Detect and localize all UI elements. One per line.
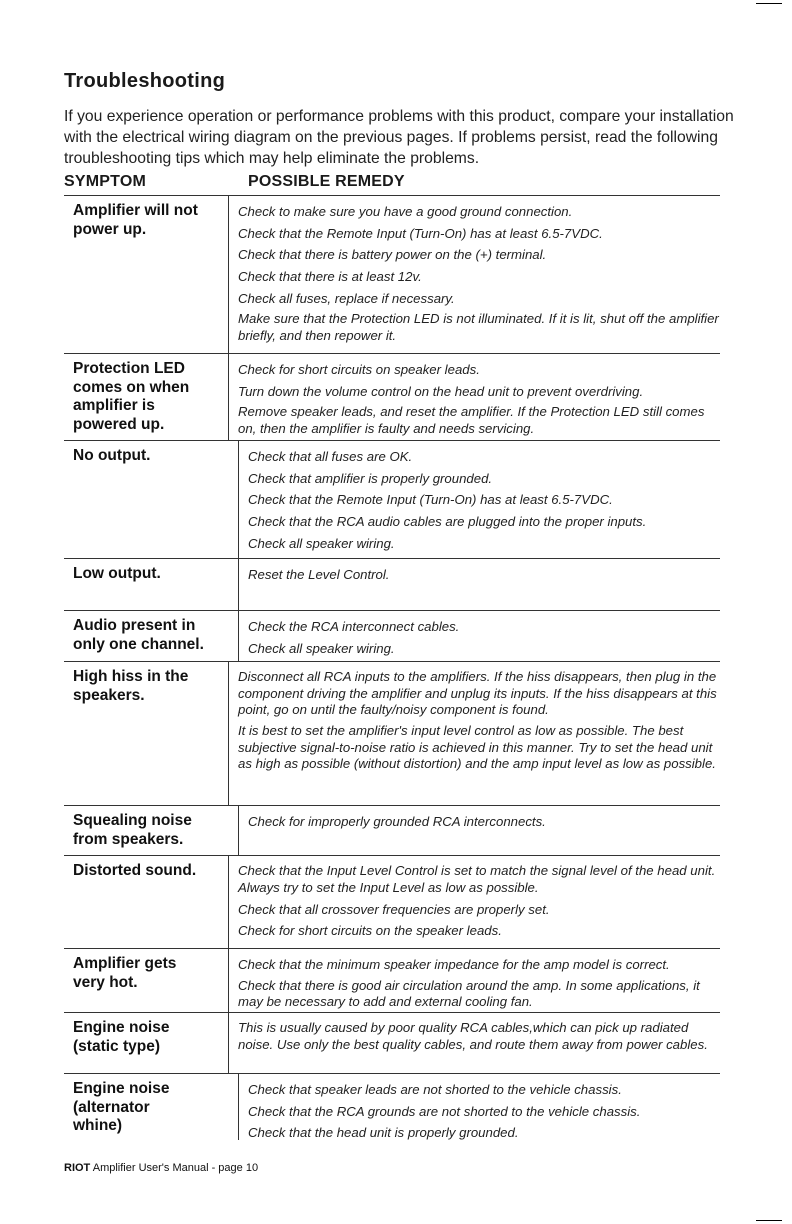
footer-brand: RIOT (64, 1162, 91, 1174)
remedy-item: Check that the minimum speaker impedance for the amp model is correct. (238, 957, 670, 972)
table-row (64, 1073, 720, 1140)
remedy-item: Reset the Level Control. (248, 567, 390, 582)
symptom-cell: No output. (64, 441, 239, 558)
remedy-cell (229, 196, 720, 353)
table-row (64, 948, 720, 1012)
page-edge-mark-top (756, 3, 782, 4)
remedy-item: Check for improperly grounded RCA interconnects. (248, 814, 546, 829)
remedy-item: Make sure that the Protection LED is not illuminated. If it is lit, shut off the amplifier briefly, and then repower it. (238, 311, 719, 343)
footer-text: Amplifier User's Manual - page 10 (92, 1162, 259, 1174)
table-row (64, 353, 720, 440)
table-row (64, 440, 720, 558)
remedy-item: Check that the Input Level Control is set to match the signal level of the head unit. Always try to set the Input Level as low as possible. (238, 863, 716, 895)
symptom-cell: Engine noise (static type) (64, 1013, 229, 1073)
remedy-cell (229, 1013, 720, 1073)
symptom-cell: Low output. (64, 559, 239, 610)
remedy-cell (229, 856, 720, 948)
remedy-item: Check that the RCA grounds are not shorted to the vehicle chassis. (248, 1103, 641, 1119)
remedy-item: Check that the Remote Input (Turn-On) has at least 6.5-7VDC. (248, 492, 613, 508)
troubleshooting-table (64, 195, 720, 1140)
symptom-cell: Protection LED comes on when amplifier is powered up. (64, 354, 229, 440)
remedy-cell (239, 806, 720, 855)
symptom-cell: Audio present in only one channel. (64, 611, 239, 661)
remedy-item: Disconnect all RCA inputs to the amplifiers. If the hiss disappears, then plug in the component driving the amplifier and unplug its inputs. If the hiss disappears at this point, go on until the faulty/noisy component is found. (238, 669, 717, 717)
symptom-cell: Distorted sound. (64, 856, 229, 948)
table-row (64, 805, 720, 855)
remedy-item: Check for short circuits on the speaker leads. (238, 923, 502, 939)
symptom-column-header: SYMPTOM (64, 173, 147, 190)
remedy-item: Check that there is battery power on the (+) terminal. (238, 247, 547, 263)
remedy-cell (229, 949, 720, 1012)
remedy-item: It is best to set the amplifier's input level control as low as possible. The best subjective signal-to-noise ratio is achieved in this manner. Try to set the head unit as high as possible (without distortion) and the amp input level as low as possible. (238, 723, 716, 772)
table-row (64, 558, 720, 610)
remedy-item: Check that all fuses are OK. (248, 449, 413, 464)
table-row (64, 855, 720, 948)
table-row (64, 661, 720, 805)
symptom-cell: Engine noise (alternator whine) (64, 1074, 239, 1140)
remedy-item: Remove speaker leads, and reset the amplifier. If the Protection LED still comes on, then the amplifier is faulty and needs servicing. (238, 404, 705, 436)
remedy-item: Check that there is at least 12v. (238, 269, 422, 285)
symptom-cell: Squealing noise from speakers. (64, 806, 239, 855)
table-row (64, 195, 720, 353)
remedy-cell (239, 611, 720, 661)
table-row (64, 610, 720, 661)
remedy-item: Check that amplifier is properly grounded. (248, 470, 493, 486)
remedy-cell (229, 662, 720, 805)
remedy-item: Check to make sure you have a good ground connection. (238, 204, 573, 219)
table-row (64, 1012, 720, 1073)
symptom-cell: Amplifier gets very hot. (64, 949, 229, 1012)
remedy-item: This is usually caused by poor quality RCA cables,which can pick up radiated noise. Use only the best quality cables, and route them away from power cables. (238, 1020, 708, 1052)
page-title: Troubleshooting (64, 70, 226, 92)
remedy-item: Check all speaker wiring. (248, 535, 395, 551)
remedy-item: Check the RCA interconnect cables. (248, 619, 460, 634)
remedy-item: Check that the RCA audio cables are plugged into the proper inputs. (248, 514, 647, 530)
page-footer (64, 1162, 258, 1174)
remedy-item: Check that the Remote Input (Turn-On) has at least 6.5-7VDC. (238, 225, 603, 241)
remedy-item: Check all speaker wiring. (248, 640, 395, 656)
intro-paragraph: If you experience operation or performance problems with this product, compare your installation with the electrical wiring diagram on the previous pages. If problems persist, read the following troubleshooting tips which may help eliminate the problems. (64, 108, 734, 167)
remedy-item: Check that there is good air circulation around the amp. In some applications, it may be necessary to add and external cooling fan. (238, 977, 700, 1010)
symptom-cell: Amplifier will not power up. (64, 196, 229, 353)
remedy-item: Turn down the volume control on the head unit to prevent overdriving. (238, 383, 644, 399)
remedy-item: Check that all crossover frequencies are properly set. (238, 901, 550, 917)
page-edge-mark-bottom (756, 1220, 782, 1221)
remedy-item: Check that speaker leads are not shorted to the vehicle chassis. (248, 1082, 622, 1097)
remedy-cell (239, 1074, 720, 1140)
remedy-item: Check that the head unit is properly grounded. (248, 1125, 519, 1141)
remedy-item: Check all fuses, replace if necessary. (238, 290, 455, 306)
symptom-cell: High hiss in the speakers. (64, 662, 229, 805)
remedy-cell (239, 441, 720, 558)
remedy-item: Check for short circuits on speaker leads. (238, 362, 480, 377)
remedy-column-header: POSSIBLE REMEDY (248, 173, 405, 190)
remedy-cell (229, 354, 720, 440)
remedy-cell (239, 559, 720, 610)
